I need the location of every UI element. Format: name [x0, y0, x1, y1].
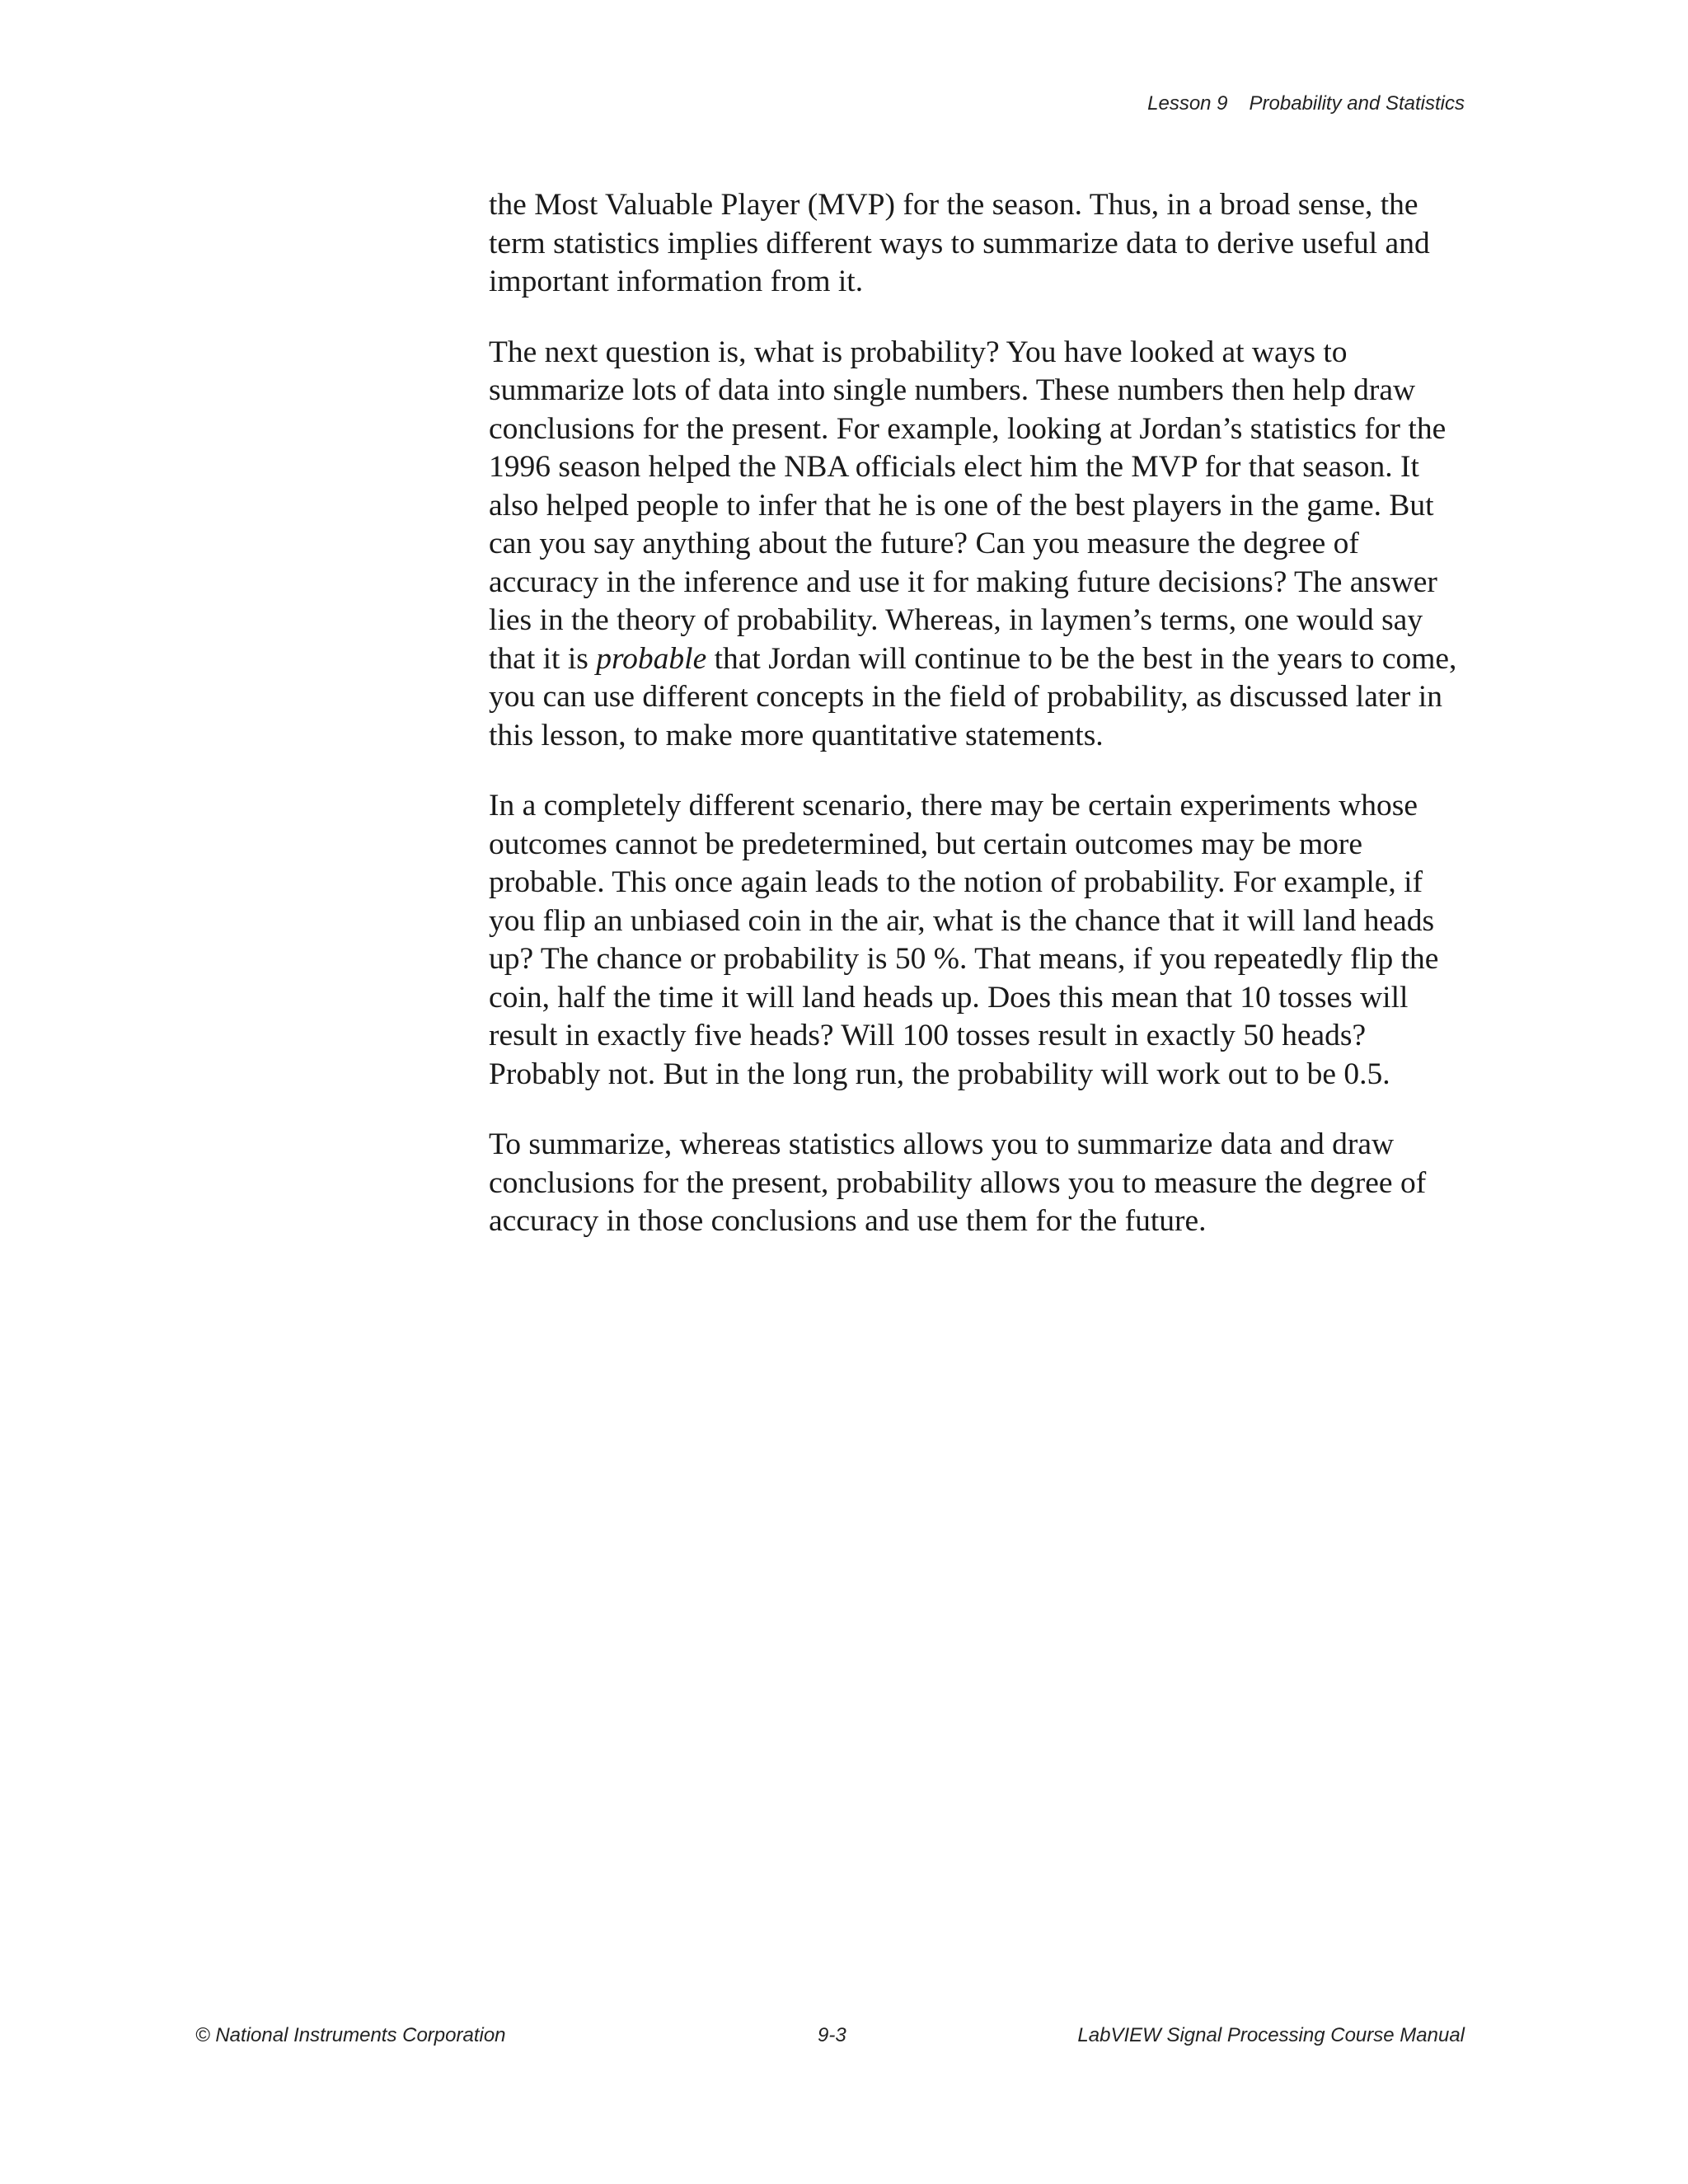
- paragraph-4: To summarize, whereas statistics allows you to summarize data and draw conclusions for the present, probability allows you to measure the degree of accuracy in those conclusions and use them for the future.: [489, 1127, 1427, 1238]
- paragraph-2: [489, 334, 1470, 756]
- running-header: [1147, 92, 1465, 115]
- paragraph-3: In a completely different scenario, there may be certain experiments whose outcomes cannot be predetermined, but certain outcomes may be more probable. This once again leads to the notion of probability. For example, if you flip an unbiased coin in the air, what is the chance that it will land heads up? The chance or probability is 50 %. That means, if you repeatedly flip the coin, half the time it will land heads up. Does this mean that 10 tosses will result in exactly five heads? Will 100 tosses result in exactly 50 heads? Probably not. But in the long run, the probability will work out to be 0.5.: [489, 789, 1439, 1091]
- emphasis-probable: probable: [596, 641, 707, 676]
- footer-manual-title: LabVIEW Signal Processing Course Manual: [1077, 2024, 1465, 2046]
- footer-page-number: 9-3: [818, 2024, 846, 2046]
- paragraph-1: the Most Valuable Player (MVP) for the season. Thus, in a broad sense, the term statistics implies different ways to summarize data to derive useful and important information from it.: [489, 188, 1430, 298]
- paragraph-2-text-end: that Jordan will continue to be the best in the years to come, you can use different concepts in the field of probability, as discussed later in this lesson, to make more quantitative statements.: [489, 641, 1457, 752]
- paragraph-2-text-start: The next question is, what is probability? You have looked at ways to summarize lots of data into single numbers. These numbers then help draw conclusions for the present. For example, looking at Jordan’s statistics for the 1996 season helped the NBA officials elect him the MVP for that season. It also helped people to infer that he is one of the best players in the game. But can you say anything about the future? Can you measure the degree of accuracy in the inference and use it for making future decisions? The answer lies in the theory of probability. Whereas, in laymen’s terms, one would say that it is: [489, 335, 1447, 676]
- lesson-title: Probability and Statistics: [1249, 92, 1465, 115]
- body-text: [489, 186, 1470, 1273]
- page-footer: [195, 2024, 1465, 2050]
- lesson-number: Lesson 9: [1147, 92, 1228, 115]
- footer-copyright: © National Instruments Corporation: [195, 2024, 506, 2046]
